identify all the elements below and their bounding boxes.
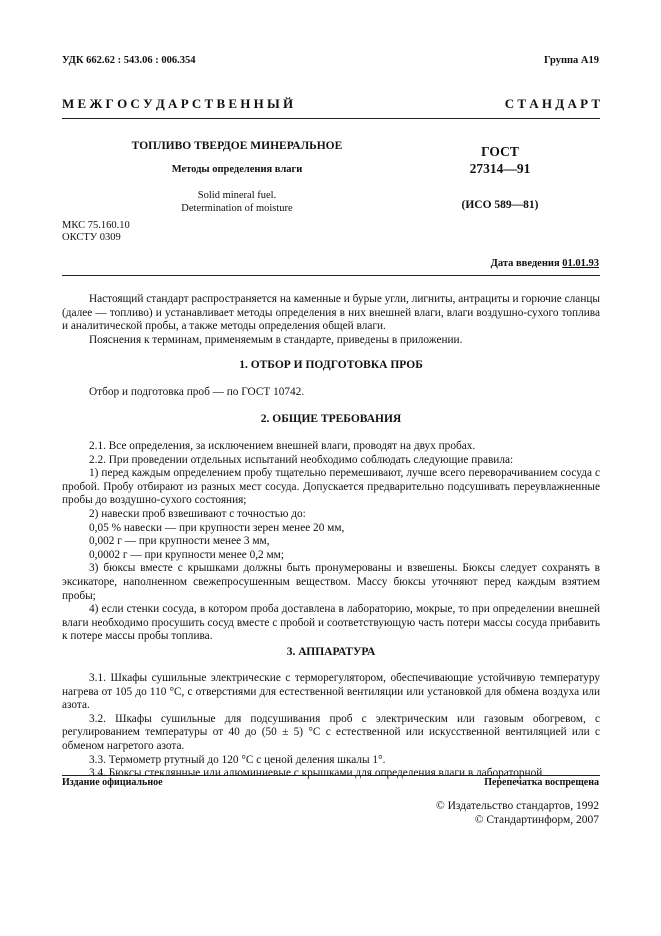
rule-4: 4) если стенки сосуда, в котором проба доставлена в лабораторию, мокрые, то при определении внешней влаги необходимо просушить сосуд вместе с пробой и соответствующую часть потери массы сосуда прибавить к потере массы пробы топлива. [62,603,600,643]
clause-2-1: 2.1. Все определения, за исключением внешней влаги, проводят на двух пробах. [89,440,476,452]
mks-code: МКС 75.160.10 [62,220,130,231]
english-title-line2: Determination of moisture [181,203,293,214]
gost-label: ГОСТ [481,144,519,159]
gost-number: 27314—91 [469,161,531,176]
clause-2-2: 2.2. При проведении отдельных испытаний необходимо соблюдать следующие правила: [89,453,514,466]
section-1-heading: 1. ОТБОР И ПОДГОТОВКА ПРОБ [239,359,423,371]
reprint-prohibited-label: Перепечатка воспрещена [484,777,599,788]
clause-3-3: 3.3. Термометр ртутный до 120 °С с ценой деления шкалы 1°. [89,753,386,766]
gost-designation [430,144,570,211]
intro-note: Пояснения к терминам, применяемым в стандарте, приведены в приложении. [89,333,463,346]
english-title [62,189,412,215]
section-1-text: Отбор и подготовка проб — по ГОСТ 10742. [89,386,305,398]
section-2-heading: 2. ОБЩИЕ ТРЕБОВАНИЯ [260,413,402,425]
section-1-body [62,386,600,400]
effective-date-label: Дата введения [490,258,560,269]
copyright-block [436,799,599,827]
official-edition-label: Издание официальное [62,777,163,788]
section-2-body [62,440,600,644]
iso-reference: (ИСО 589—81) [461,199,539,211]
clause-3-1: 3.1. Шкафы сушильные электрические с терморегулятором, обеспечивающие устойчивую температуру нагрева от 105 до 110 °С, с отверстиями для естественной вентиляции или установкой для обмена воздуха или азота. [62,672,600,712]
effective-date [491,258,599,269]
section-3-body [62,672,600,781]
rule-3: 3) бюксы вместе с крышками должны быть пронумерованы и взвешены. Бюксы следует сохранять в эксикаторе, наполненном свежепросушенным веществом. Массу бюксы уточняют перед каждым взятием пробы; [62,562,600,602]
intro-paragraph: Настоящий стандарт распространяется на каменные и бурые угли, лигниты, антрациты и горючие сланцы (далее — топливо) и устанавливает методы определения в них внешней влаги, влаги воздушно-сухого топлива и аналитической пробы, а также методы определения общей влаги. [62,293,600,333]
precision-item-1: 0,05 % навески — при крупности зерен менее 20 мм, [89,521,345,534]
document-title: ТОПЛИВО ТВЕРДОЕ МИНЕРАЛЬНОЕ [131,140,343,152]
precision-item-2: 0,002 г — при крупности менее 3 мм, [89,535,270,548]
banner-divider [62,118,600,119]
okstu-code: ОКСТУ 0309 [62,231,121,243]
rule-1: 1) перед каждым определением пробу тщательно перемешивают, лучше всего переворачиванием сосуда с пробой. Пробу отбирают из разных мест сосуда. Допускается предварительно подсушивать переувлажненные пробы до воздушно-сухого состояния; [62,467,600,507]
banner-word-interstate: М Е Ж Г О С У Д А Р С Т В Е Н Н Ы Й [62,96,294,111]
date-divider [62,275,600,276]
standard-banner [62,96,600,112]
classification-codes [62,220,130,243]
copyright-line-1: © Издательство стандартов, 1992 [435,800,599,812]
udk-code: УДК 662.62 : 543.06 : 006.354 [62,55,196,66]
group-code: Группа А19 [543,55,599,66]
precision-item-3: 0,0002 г — при крупности менее 0,2 мм; [89,548,284,561]
copyright-line-2: © Стандартинформ, 2007 [474,814,599,826]
clause-3-4: 3.4. Бюксы стеклянные или алюминиевые с крышками для определения влаги в лабораторной [89,767,543,780]
effective-date-value: 01.01.93 [562,258,599,269]
document-subtitle: Методы определения влаги [171,164,303,175]
section-3-heading: 3. АППАРАТУРА [286,646,376,658]
clause-3-2: 3.2. Шкафы сушильные для подсушивания проб с электрическим или газовым обогревом, с регулированием температуры от 40 до (50 ± 5) °С с естественной или искусственной вентиляцией или с обменом нагретого азота. [62,712,600,752]
rule-2: 2) навески проб взвешивают с точностью до: [89,507,306,520]
banner-word-standard: С Т А Н Д А Р Т [504,96,600,111]
intro-section [62,293,600,347]
footer-divider [62,775,600,776]
english-title-line1: Solid mineral fuel. [197,190,277,201]
title-block [62,140,412,215]
